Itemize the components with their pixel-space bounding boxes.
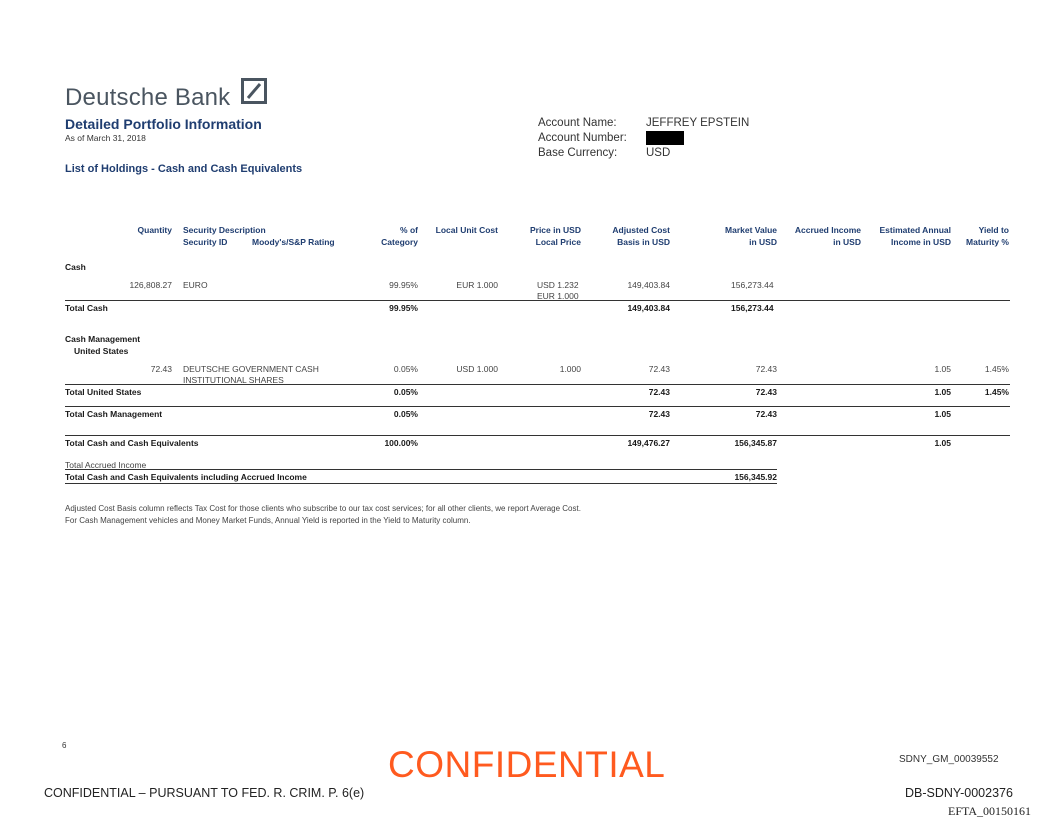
- col-ytm-line2: Maturity %: [966, 237, 1009, 247]
- confidential-stamp: CONFIDENTIAL: [388, 744, 666, 785]
- col-rating: Moody's/S&P Rating: [252, 237, 335, 247]
- footer-confidential-notice: CONFIDENTIAL – PURSUANT TO FED. R. CRIM. P. 6(e): [44, 786, 365, 800]
- total-cash-label: Total Cash: [65, 303, 108, 313]
- section-title: List of Holdings - Cash and Cash Equivalents: [65, 163, 303, 175]
- divider: [65, 483, 777, 484]
- cm-adj-cost: 72.43: [648, 364, 670, 374]
- divider: [65, 435, 1010, 436]
- account-name-label: Account Name:: [538, 117, 617, 129]
- base-currency-label: Base Currency:: [538, 147, 618, 159]
- grand-total-est-income: 1.05: [934, 438, 951, 448]
- cm-market-value: 72.43: [755, 364, 777, 374]
- cm-description-line2: INSTITUTIONAL SHARES: [183, 375, 284, 385]
- account-name-value: JEFFREY EPSTEIN: [646, 117, 750, 129]
- cash-quantity: 126,808.27: [129, 280, 172, 290]
- cash-pct: 99.95%: [389, 280, 418, 290]
- cm-pct: 0.05%: [393, 364, 418, 374]
- grand-total-pct: 100.00%: [384, 438, 418, 448]
- col-mv-line1: Market Value: [725, 225, 777, 235]
- divider: [65, 406, 1010, 407]
- col-eai-line2: Income in USD: [891, 237, 951, 247]
- total-cm-adj-cost: 72.43: [648, 409, 670, 419]
- footnotes: [65, 503, 581, 527]
- cm-ytm: 1.45%: [984, 364, 1009, 374]
- footnote-line: For Cash Management vehicles and Money Market Funds, Annual Yield is reported in the Yield to Maturity column.: [65, 516, 471, 525]
- page-title: Detailed Portfolio Information: [65, 116, 262, 132]
- total-cm-label: Total Cash Management: [65, 409, 163, 419]
- total-cm-market-value: 72.43: [755, 409, 777, 419]
- cash-market-value: 156,273.44: [731, 280, 774, 290]
- account-number-label: Account Number:: [538, 132, 627, 144]
- cm-price: 1.000: [559, 364, 581, 374]
- group-label-cash: Cash: [65, 262, 86, 272]
- page-number: 6: [62, 741, 67, 750]
- col-ai-line2: in USD: [833, 237, 861, 247]
- cm-local-unit-cost: USD 1.000: [456, 364, 498, 374]
- cash-local-unit-cost: EUR 1.000: [456, 280, 498, 290]
- col-quantity: Quantity: [137, 225, 172, 235]
- group-label-cash-management: Cash Management: [65, 334, 141, 344]
- col-ytm-line1: Yield to: [978, 225, 1009, 235]
- cash-description: EURO: [183, 280, 208, 290]
- col-mv-line2: in USD: [749, 237, 777, 247]
- cm-description-line1: DEUTSCHE GOVERNMENT CASH: [183, 364, 319, 374]
- base-currency-value: USD: [646, 147, 671, 159]
- col-price-line1: Price in USD: [529, 225, 581, 235]
- deutsche-bank-slash-logo-icon: [241, 78, 267, 104]
- col-ai-line1: Accrued Income: [794, 225, 861, 235]
- total-us-est-income: 1.05: [934, 387, 951, 397]
- footnote-line: Adjusted Cost Basis column reflects Tax Cost for those clients who subscribe to our tax cost services; for all other clients, we report Average Cost.: [65, 504, 581, 513]
- col-security-description: Security Description: [183, 225, 266, 235]
- col-price-line2: Local Price: [535, 237, 581, 247]
- divider: [65, 300, 1010, 301]
- total-incl-accrued-value: 156,345.92: [734, 472, 777, 482]
- col-local-unit-cost: Local Unit Cost: [435, 225, 498, 235]
- bates-number-efta: EFTA_00150161: [948, 804, 1032, 818]
- divider: [65, 384, 1010, 385]
- bates-number-sdny: SDNY_GM_00039552: [899, 754, 999, 765]
- grand-total-market-value: 156,345.87: [734, 438, 777, 448]
- cash-adj-cost: 149,403.84: [627, 280, 670, 290]
- total-cm-est-income: 1.05: [934, 409, 951, 419]
- bates-number-db: DB-SDNY-0002376: [905, 786, 1013, 800]
- total-us-adj-cost: 72.43: [648, 387, 670, 397]
- col-pct-line2: Category: [381, 237, 418, 247]
- total-us-market-value: 72.43: [755, 387, 777, 397]
- col-eai-line1: Estimated Annual: [879, 225, 951, 235]
- total-accrued-income-label: Total Accrued Income: [65, 460, 147, 470]
- total-cash-pct: 99.95%: [389, 303, 418, 313]
- cash-price-local: EUR 1.000: [537, 291, 579, 301]
- total-incl-accrued-label: Total Cash and Cash Equivalents including Accrued Income: [65, 472, 307, 482]
- grand-total-adj-cost: 149,476.27: [627, 438, 670, 448]
- col-security-id: Security ID: [183, 237, 228, 247]
- redaction-box: [646, 131, 684, 145]
- divider: [65, 469, 777, 470]
- total-us-label: Total United States: [65, 387, 142, 397]
- cm-est-income: 1.05: [934, 364, 951, 374]
- total-cash-market-value: 156,273.44: [731, 303, 774, 313]
- grand-total-label: Total Cash and Cash Equivalents: [65, 438, 199, 448]
- total-cash-adj-cost: 149,403.84: [627, 303, 670, 313]
- col-adj-line2: Basis in USD: [617, 237, 670, 247]
- total-us-pct: 0.05%: [393, 387, 418, 397]
- total-cm-pct: 0.05%: [393, 409, 418, 419]
- total-us-ytm: 1.45%: [984, 387, 1009, 397]
- as-of-date: As of March 31, 2018: [65, 133, 146, 143]
- subgroup-label-united-states: United States: [74, 346, 129, 356]
- logo-text: Deutsche Bank: [65, 84, 231, 111]
- cash-price-usd: USD 1.232: [537, 280, 579, 290]
- col-adj-line1: Adjusted Cost: [612, 225, 670, 235]
- cm-quantity: 72.43: [150, 364, 172, 374]
- col-pct-line1: % of: [400, 225, 418, 235]
